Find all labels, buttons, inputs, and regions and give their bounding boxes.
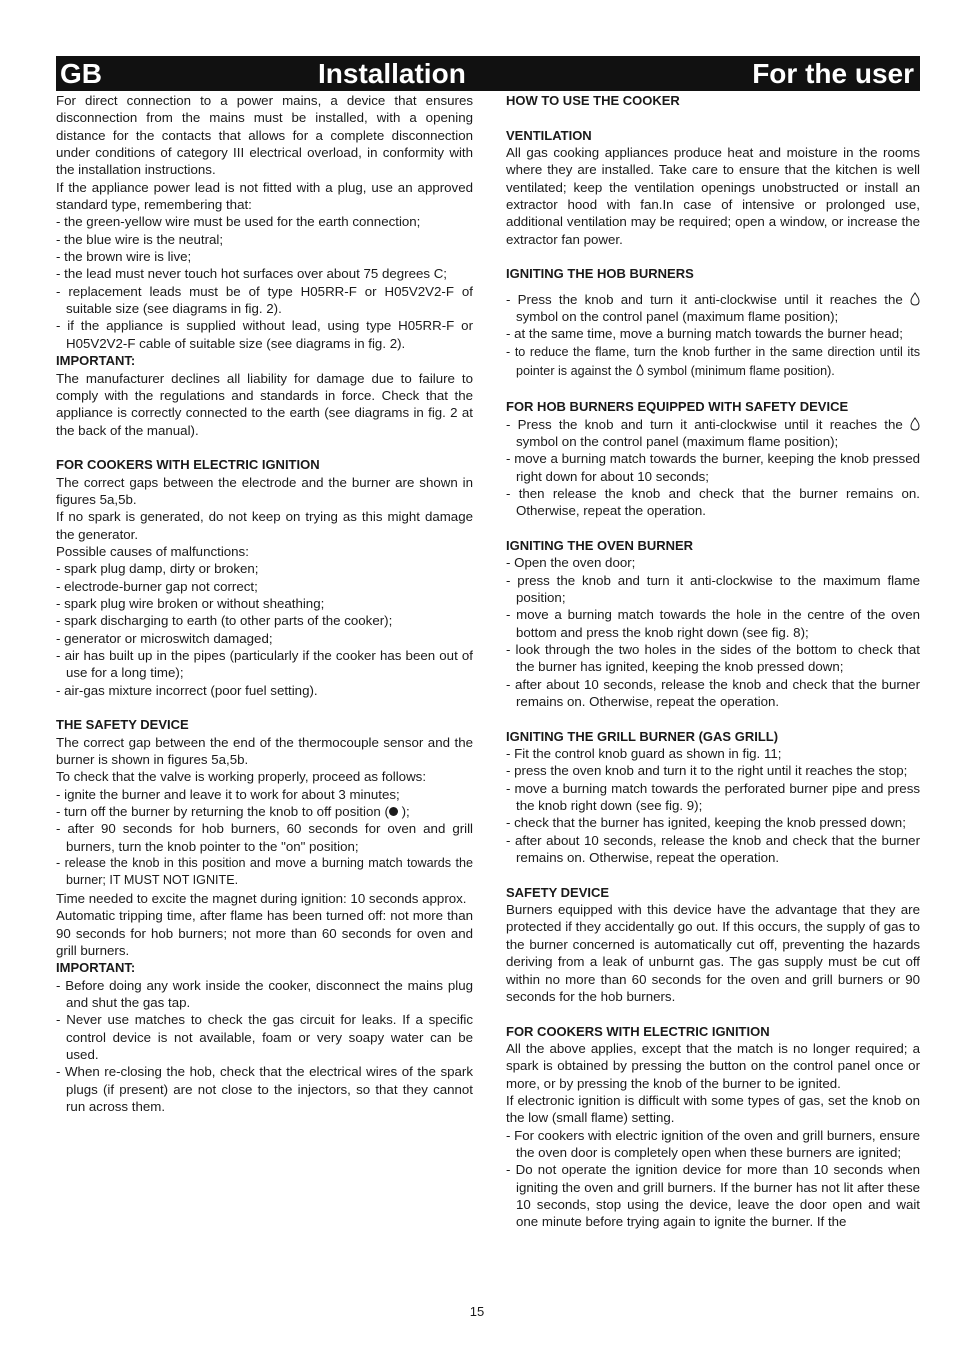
- step-text: - Press the knob and turn it anti-clockwise until it reaches the: [506, 291, 910, 307]
- grill-step: - Fit the control knob guard as shown in fig. 11;: [506, 746, 782, 762]
- hob-safety-step: - move a burning match towards the burner, keeping the knob pressed right down for about 10 seconds;: [506, 451, 920, 484]
- electric-ignition-step: - Do not operate the ignition device for more than 10 seconds when igniting the oven and grill burners. If the burner has not lit after these 10 seconds, stop using the device, leave the door open and wait one minute before trying again to ignite the burner. If the: [506, 1162, 920, 1230]
- electric-ignition-step: - For cookers with electric ignition of the oven and grill burners, ensure the oven door is completely open when these burners are ignited;: [506, 1127, 920, 1160]
- language-label: GB: [60, 58, 102, 89]
- hob-safety-heading: FOR HOB BURNERS EQUIPPED WITH SAFETY DEVICE: [506, 399, 849, 415]
- page-number: 15: [469, 1304, 485, 1319]
- hob-safety-step: - then release the knob and check that the burner remains on. Otherwise, repeat the operation.: [506, 485, 920, 519]
- large-flame-icon: [910, 292, 920, 306]
- step-text: - Press the knob and turn it anti-clockwise until it reaches the: [506, 416, 910, 432]
- large-flame-icon: [910, 417, 920, 431]
- oven-step: - move a burning match towards the hole in the centre of the oven bottom and press the knob right down (see fig. 8);: [506, 607, 920, 640]
- important-item: - Never use matches to check the gas circuit for leaks. If a specific control device is not available, foam or very soapy water can be used.: [56, 1012, 473, 1062]
- malfunction-item: - spark discharging to earth (to other parts of the cooker);: [56, 613, 393, 629]
- small-flame-icon: [636, 364, 644, 376]
- oven-step: - press the knob and turn it anti-clockwise to the maximum flame position;: [506, 572, 920, 605]
- for-the-user-title: For the user: [752, 58, 914, 89]
- tripping-time-paragraph: Automatic tripping time, after flame has been turned off: not more than 90 seconds for hob burners; not more than 60 seconds for oven and grill burners.: [56, 908, 473, 958]
- important-item: - When re-closing the hob, check that the electrical wires of the spark plugs (if present) are not close to the injectors, so that they cannot run across them.: [56, 1064, 473, 1114]
- malfunction-item: - spark plug damp, dirty or broken;: [56, 561, 259, 577]
- ventilation-heading: VENTILATION: [506, 127, 592, 143]
- malfunction-item: - electrode-burner gap not correct;: [56, 578, 258, 594]
- step-text: - to reduce the flame, turn the knob further in the same direction until its pointer is against the: [506, 344, 920, 378]
- intro-paragraph: For direct connection to a power mains, a device that ensures disconnection from the mains must be installed, with a opening distance for the contacts that allows for a complete disconnection under conditions of category III electrical overload, in conformity with the installation instructions.: [56, 93, 473, 178]
- no-spark-paragraph: If no spark is generated, do not keep on trying as this might damage the generator.: [56, 509, 473, 542]
- plug-note: If the appliance power lead is not fitted with a plug, use an approved standard type, remembering that:: [56, 179, 473, 213]
- electric-ignition-heading: FOR COOKERS WITH ELECTRIC IGNITION: [56, 457, 320, 473]
- electronic-difficulty-paragraph: If electronic ignition is difficult with some types of gas, set the knob on the low (small flame) setting.: [506, 1092, 920, 1126]
- installation-title: Installation: [318, 58, 466, 89]
- thermocouple-paragraph: The correct gap between the end of the thermocouple sensor and the burner is shown in figures 5a,5b.: [56, 734, 473, 768]
- hob-step: [506, 291, 920, 326]
- grill-step: - check that the burner has ignited, keeping the knob pressed down;: [506, 815, 906, 831]
- grill-step: - press the oven knob and turn it to the right until it reaches the stop;: [506, 763, 908, 779]
- step-text: symbol on the control panel (maximum flame position);: [516, 309, 839, 325]
- excite-time-paragraph: Time needed to excite the magnet during ignition: 10 seconds approx.: [56, 890, 467, 906]
- grill-step: - move a burning match towards the perforated burner pipe and press the knob right down (see fig. 9);: [506, 780, 920, 814]
- how-to-use-heading: HOW TO USE THE COOKER: [506, 93, 680, 108]
- hob-step: [506, 343, 920, 381]
- step-text: - turn off the burner by returning the knob to off position (: [56, 804, 389, 820]
- valve-check-step: [56, 803, 473, 820]
- electric-ignition-paragraph: All the above applies, except that the match is no longer required; a spark is obtained by pressing the button on the control panel once or more, or by pressing the knob of the burner to be ignited.: [506, 1040, 920, 1091]
- filled-dot-icon: [389, 807, 398, 816]
- oven-step: - look through the two holes in the sides of the bottom to check that the burner has ignited, keeping the knob pressed down;: [506, 641, 920, 675]
- step-text: );: [397, 804, 410, 820]
- wire-list-item: - the brown wire is live;: [56, 249, 192, 265]
- oven-step: - after about 10 seconds, release the knob and check that the burner remains on. Otherwise, repeat the operation.: [506, 676, 920, 709]
- malfunctions-intro: Possible causes of malfunctions:: [56, 543, 249, 559]
- safety-device-heading: THE SAFETY DEVICE: [56, 717, 189, 733]
- important-heading: IMPORTANT:: [56, 353, 136, 369]
- electric-ignition-heading: FOR COOKERS WITH ELECTRIC IGNITION: [506, 1023, 770, 1039]
- valve-check-step: - release the knob in this position and move a burning match towards the burner; IT MUST NOT IGNITE.: [56, 856, 473, 888]
- ventilation-paragraph: All gas cooking appliances produce heat and moisture in the rooms where they are installed. Take care to ensure that the kitchen is well ventilated; keep the ventilation openings unobstructed or install an extractor hood with fan.In case of intensive or prolonged use, additional ventilation may be required; open a window, or increase the extractor fan power.: [506, 145, 920, 247]
- malfunction-item: - generator or microswitch damaged;: [56, 630, 273, 646]
- page-header: [56, 56, 920, 91]
- oven-step: - Open the oven door;: [506, 555, 636, 571]
- user-column: [506, 92, 920, 1231]
- safety-device-heading: SAFETY DEVICE: [506, 884, 610, 900]
- wire-list-item: - if the appliance is supplied without lead, using type H05RR-F or H05V2V2-F cable of suitable size (see diagrams in fig. 2).: [56, 318, 473, 351]
- oven-burner-heading: IGNITING THE OVEN BURNER: [506, 537, 694, 553]
- wire-list-item: - the blue wire is the neutral;: [56, 231, 224, 247]
- step-text: symbol (minimum flame position).: [643, 363, 835, 378]
- important-heading: IMPORTANT:: [56, 960, 136, 976]
- safety-device-paragraph: Burners equipped with this device have the advantage that they are protected if they accidentally go out. If this occurs, the supply of gas to the burner concerned is automatically cut off, preventing the hazards deriving from a leak of unburnt gas. The gas supply must be cut off within no more than 60 seconds for the oven and grill burners or 90 seconds for the hob burners.: [506, 902, 920, 1004]
- malfunction-item: - spark plug wire broken or without sheathing;: [56, 595, 325, 611]
- hob-safety-step: [506, 416, 920, 451]
- grill-step: - after about 10 seconds, release the knob and check that the burner remains on. Otherwise, repeat the operation.: [506, 832, 920, 866]
- wire-list-item: - the green-yellow wire must be used for the earth connection;: [56, 214, 421, 230]
- malfunction-item: - air-gas mixture incorrect (poor fuel setting).: [56, 682, 318, 698]
- important-item: - Before doing any work inside the cooker, disconnect the mains plug and shut the gas tap.: [56, 977, 473, 1010]
- malfunction-item: - air has built up in the pipes (particularly if the cooker has been out of use for a long time);: [56, 648, 473, 681]
- valve-check-intro: To check that the valve is working properly, proceed as follows:: [56, 769, 427, 785]
- hob-burners-heading: IGNITING THE HOB BURNERS: [506, 266, 694, 282]
- wire-list-item: - replacement leads must be of type H05RR-F or H05V2V2-F of suitable size (see diagrams in fig. 2).: [56, 283, 473, 317]
- grill-burner-heading: IGNITING THE GRILL BURNER (GAS GRILL): [506, 728, 779, 744]
- step-text: symbol on the control panel (maximum flame position);: [516, 433, 839, 449]
- hob-step: - at the same time, move a burning match towards the burner head;: [506, 326, 903, 342]
- wire-list-item: - the lead must never touch hot surfaces over about 75 degrees C;: [56, 266, 448, 282]
- liability-paragraph: The manufacturer declines all liability for damage due to failure to comply with the regulations and standards in force. Check that the appliance is correctly connected to the earth (see diagrams in fig. 2 at the back of the manual).: [56, 370, 473, 438]
- electrode-gap-paragraph: The correct gaps between the electrode and the burner are shown in figures 5a,5b.: [56, 474, 473, 507]
- valve-check-step: - after 90 seconds for hob burners, 60 seconds for oven and grill burners, turn the knob pointer to the "on" position;: [56, 821, 473, 854]
- installation-column: [56, 92, 473, 1115]
- valve-check-step: - ignite the burner and leave it to work for about 3 minutes;: [56, 786, 400, 802]
